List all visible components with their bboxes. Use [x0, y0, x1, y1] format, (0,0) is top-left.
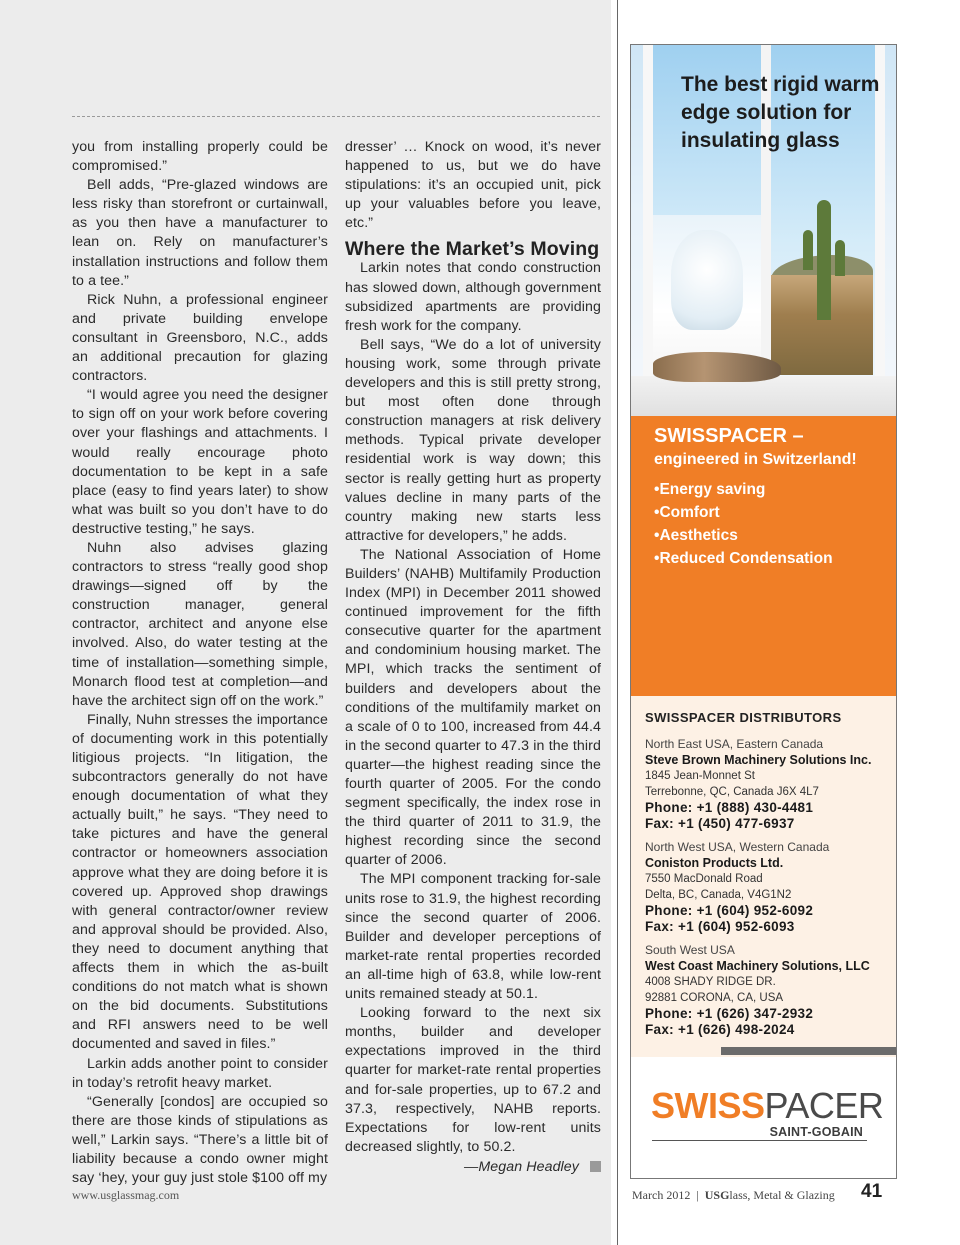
paragraph: dresser’ … Knock on wood, it’s never happened to us, but we do have stipulations: it’s an occupied unit, pick up your valuables before you leave, etc.” [345, 139, 601, 232]
paragraph: Nuhn also advises glazing contractors to stress “really good shop drawings—signed off by the construction manager, general contractor, architect and anyone else involved. Also, do water testing at the time of installation—something simple, Monarch flood test at completion—and have the architect sign off on the work.” [72, 539, 328, 709]
ad-brand-title: SWISSPACER – [654, 425, 804, 447]
paragraph: Larkin notes that condo construction has slowed down, although government subsidized apartments are providing fresh work for the company. [345, 260, 601, 334]
paragraph: you from installing properly could be compromised.” [72, 139, 328, 175]
paragraph: Bell says, “We do a lot of university housing work, some through private developers and this is still pretty strong, but most often done through construction managers at risk delivery methods. Typical private developer residential work is way down; this sector is really getting hurt as property values decline in many parts of the country making new starts less attractive for developers,” he adds. [345, 336, 601, 544]
distributor-region: North West USA, Western Canada [645, 840, 830, 854]
ad-divider-bar [721, 1047, 896, 1055]
swisspacer-advertisement[interactable] [630, 44, 897, 1179]
distributor-entry [645, 942, 890, 1038]
page-divider [617, 0, 618, 1245]
distributor-entry [645, 839, 890, 935]
sleeping-cat-icon [653, 352, 781, 382]
footer-publication [632, 1188, 835, 1203]
distributor-address: 1845 Jean-Monnet St [645, 770, 755, 782]
window-sill [631, 376, 896, 416]
footer-url: www.usglassmag.com [72, 1188, 180, 1202]
byline [345, 1158, 601, 1177]
cactus-icon [817, 200, 831, 320]
distributor-phone: Phone: +1 (888) 430-4481 [645, 800, 814, 815]
feature-item: • Energy saving [654, 478, 833, 501]
distributors-heading: SWISSPACER DISTRIBUTORS [645, 710, 842, 725]
distributor-address: Terrebonne, QC, Canada J6X 4L7 [645, 786, 819, 798]
distributor-company: West Coast Machinery Solutions, LLC [645, 959, 870, 973]
distributor-fax: Fax: +1 (626) 498-2024 [645, 1022, 795, 1037]
paragraph: The National Association of Home Builders’ (NAHB) Multifamily Production Index (MPI) in December 2011 showed continued improvement for the fifth consecutive quarter for the apartment and condominium housing market. The MPI, which tracks the sentiment of builders and developers about the conditions of the multifamily market on a scale of 0 to 100, increased from 44.4 in the second quarter to 47.3 in the third quarter—the highest reading since the fourth quarter of 2005. For the condo segment specifically, the index rose in the third quarter of 2011 to 31.9, the highest recording since the second quarter of 2006. [345, 546, 601, 869]
cactus-arm [803, 230, 813, 270]
end-mark-icon [590, 1161, 601, 1172]
header-dotted-rule [72, 116, 600, 117]
distributor-company: Steve Brown Machinery Solutions Inc. [645, 753, 872, 767]
footer-pub-bold: USG [704, 1188, 730, 1202]
cactus-arm [835, 240, 845, 276]
paragraph: Finally, Nuhn stresses the importance of documenting work in this potentially litigious projects. “In litigation, the subcontractors generally do not have enough documentation of what they actually built,” he says. “They need to take pictures and have the general contractor or homeowners association approve what they are doing before it is covered up. Approved shop drawings with general contractor/owner review and approval should be provided. Also, they need to document anything that affects them in which the as-built conditions do not match what is shown on the bid documents. Substitutions and RFI answers need to be well documented and saved in files.” [72, 711, 328, 1053]
ad-feature-list [654, 478, 833, 570]
snowy-tree-icon [671, 230, 743, 330]
paragraph: Looking forward to the next six months, builder and developer expectations improved in the third quarter for market-rate rental properties and for-sale properties, up to 67.2 and 37.3, respectively, NAHB reports. Expectations for low-rent units decreased slightly, to 50.2. [345, 1005, 601, 1155]
ad-feature-panel [631, 416, 896, 696]
paragraph: Larkin adds another point to consider in today’s retrofit heavy market. [72, 1055, 328, 1091]
paragraph: Rick Nuhn, a professional engineer and private building envelope consultant in Greensboro, N.C., adds an additional precaution for glazing contractors. [72, 291, 328, 385]
ad-headline: The best rigid warm edge solution for insulating glass [681, 73, 880, 152]
distributor-region: South West USA [645, 943, 735, 957]
distributor-region: North East USA, Eastern Canada [645, 737, 824, 751]
distributor-fax: Fax: +1 (604) 952-6093 [645, 919, 795, 934]
section-subhead: Where the Market’s Moving [345, 238, 600, 261]
ad-distributors-panel [631, 696, 896, 1057]
distributor-phone: Phone: +1 (626) 347-2932 [645, 1006, 814, 1021]
distributor-phone: Phone: +1 (604) 952-6092 [645, 903, 814, 918]
distributor-fax: Fax: +1 (450) 477-6937 [645, 816, 795, 831]
distributor-company: Coniston Products Ltd. [645, 856, 784, 870]
distributor-address: 7550 MacDonald Road [645, 873, 763, 885]
paragraph: Bell adds, “Pre-glazed windows are less risky than storefront or curtainwall, as you then have a manufacturer to lean on. Rely on manufacturer’s installation instructions and follow them to a tee.” [72, 177, 328, 289]
logo-pacer: PACER [764, 1085, 884, 1126]
footer-date: March 2012 [632, 1188, 691, 1202]
feature-item: • Comfort [654, 501, 833, 524]
ad-brand-subtitle: engineered in Switzerland! [654, 451, 857, 468]
swisspacer-logo [651, 1085, 884, 1139]
footer-separator: | [696, 1188, 699, 1202]
logo-swiss: SWISS [651, 1085, 765, 1126]
article-column-1 [72, 138, 328, 1188]
ad-photo [631, 45, 896, 416]
distributor-address: 4008 SHADY RIDGE DR. [645, 976, 776, 988]
distributor-address: Delta, BC, Canada, V4G1N2 [645, 889, 792, 901]
footer-pub-name: lass, Metal & Glazing [729, 1188, 835, 1202]
paragraph: “I would agree you need the designer to sign off on your work before covering over your flashings and attachments. I would really encourage photo documentation to be kept in a safe place (easy to find years later) to show what was built so you don’t have to do destructive testing,” he says. [72, 387, 328, 537]
distributor-entry [645, 736, 890, 832]
distributor-address: 92881 CORONA, CA, USA [645, 992, 784, 1004]
feature-item: • Aesthetics [654, 524, 833, 547]
paragraph: “Generally [condos] are occupied so there are those kinds of stipulations as well,” Larkin says. “There’s a little bit of liability because a condo owner might say ‘hey, your guy just stole $100 off my [72, 1093, 328, 1187]
paragraph: The MPI component tracking for-sale units rose to 31.9, the highest recording since the second quarter of 2006. Builder and developer perceptions of market-rate rental properties recorded an all-time high of 63.8, while low-rent units remained steady at 50.1. [345, 871, 601, 1003]
page-number: 41 [861, 1181, 883, 1202]
article-column-2 [345, 138, 601, 1177]
feature-item: • Reduced Condensation [654, 547, 833, 570]
logo-rule [652, 1140, 867, 1141]
author-name: —Megan Headley [464, 1158, 579, 1175]
logo-saint-gobain: SAINT-GOBAIN [769, 1125, 863, 1139]
